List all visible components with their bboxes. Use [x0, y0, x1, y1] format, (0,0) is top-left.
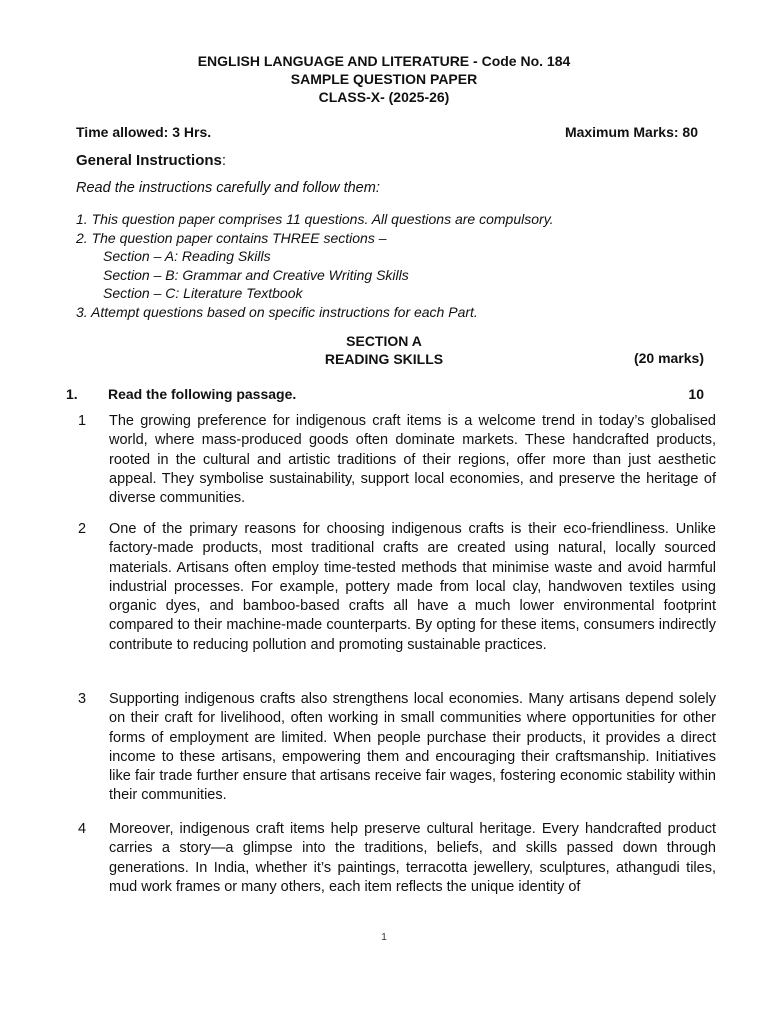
passage-paragraph — [70, 690, 716, 806]
paragraph-number: 2 — [77, 521, 87, 537]
paper-subtitle: SAMPLE QUESTION PAPER — [290, 71, 478, 87]
section-subtitle: READING SKILLS — [324, 351, 444, 367]
section-item: Section – B: Grammar and Creative Writing Skills — [103, 266, 409, 283]
paragraph-text: Moreover, indigenous craft items help preserve cultural heritage. Every handcrafted product carries a story—a glimpse into the traditions, beliefs, and skills passed down through generations. In India, whether it’s paintings, terracotta jewellery, sculptures, athangudi tiles, mud work frames or many others, each item reflects the unique identity of — [109, 821, 716, 895]
instruction-item: 1. This question paper comprises 11 questions. All questions are compulsory. — [76, 211, 554, 227]
paper-title: ENGLISH LANGUAGE AND LITERATURE - Code No. 184 — [197, 53, 571, 69]
paragraph-text: The growing preference for indigenous craft items is a welcome trend in today’s globalised world, where mass-produced goods often dominate markets. These handcrafted products, rooted in the cultural and artistic traditions of their regions, offer more than just aesthetic appeal. They symbolise sustainability, support local economies, and preserve the heritage of diverse communities. — [109, 413, 716, 507]
question-text: Read the following passage. — [108, 386, 297, 402]
section-item: Section – C: Literature Textbook — [103, 285, 303, 301]
instruction-item: 2. The question paper contains THREE sections – — [76, 229, 387, 246]
passage-paragraph — [70, 412, 716, 508]
maximum-marks: Maximum Marks: 80 — [564, 124, 698, 140]
paragraph-text: Supporting indigenous crafts also strengthens local economies. Many artisans depend solely on their craft for livelihood, often working in small communities where opportunities for other forms of employment are limited. When people purchase their products, it provides a direct income to these artisans, empowering them and encouraging their craftsmanship. Initiatives like fair trade further ensure that artisans receive fair wages, fostering economic stability within their communities. — [109, 691, 716, 804]
paper-header — [0, 52, 768, 106]
page-number: 1 — [381, 932, 387, 943]
passage-paragraph — [70, 520, 716, 655]
section-marks: (20 marks) — [633, 350, 704, 366]
time-allowed: Time allowed: 3 Hrs. — [76, 124, 212, 140]
instructions-list — [76, 210, 554, 321]
passage-paragraph — [70, 820, 716, 897]
section-item: Section – A: Reading Skills — [103, 248, 271, 264]
question-number: 1. — [66, 386, 78, 402]
paper-class: CLASS-X- (2025-26) — [318, 89, 450, 105]
paragraph-number: 1 — [77, 413, 87, 429]
paragraph-number: 3 — [77, 691, 87, 707]
section-title: SECTION A — [346, 333, 422, 349]
instruction-item: 3. Attempt questions based on specific instructions for each Part. — [76, 303, 478, 320]
paper-meta-row — [76, 124, 698, 140]
paragraph-number: 4 — [77, 821, 87, 837]
paragraph-text: One of the primary reasons for choosing indigenous crafts is their eco-friendliness. Unlike factory-made products, most traditional crafts are created using natural, locally sourced materials. Artisans often employ time-tested methods that minimise waste and avoid harmful industrial processes. For example, pottery made from local clay, handwoven textiles using organic dyes, and bamboo-based crafts all have a much lower environmental footprint compared to their machine-made counterparts. By opting for these items, consumers indirectly contribute to reducing pollution and promoting sustainable practices. — [109, 521, 716, 653]
general-instructions-heading: General Instructions: — [76, 152, 227, 169]
read-instructions-note: Read the instructions carefully and follow them: — [76, 180, 380, 196]
question-marks: 10 — [688, 386, 704, 402]
